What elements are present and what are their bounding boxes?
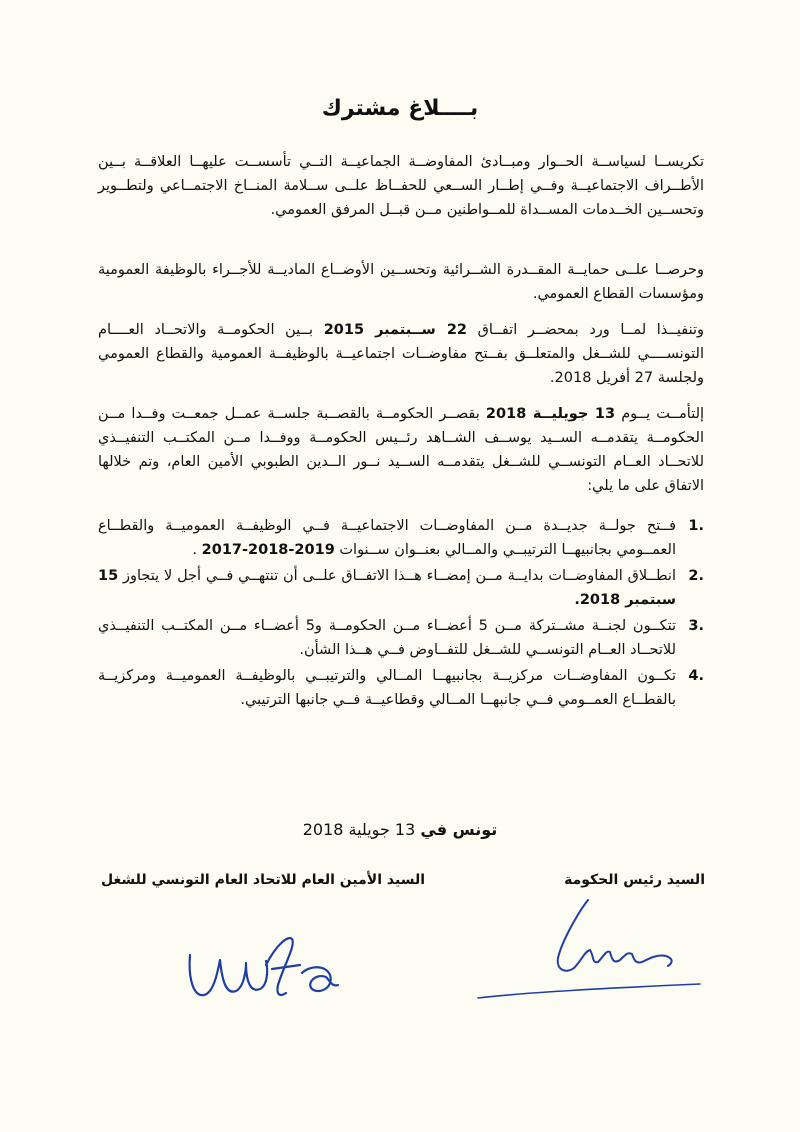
list-item [98,564,704,612]
agreement-list [98,514,704,714]
signature-ugtt [180,925,380,1015]
list-item-text: تكــون المفاوضــات مركزيــة بجانبيهــا المــالي والترتيبــي بالوظيفــة العموميــة ومركزيــة بالقطــاع العمــومي فــي جانبهــا المــالي وقطاعيــة فــي جانبها الترتيبي. [98,668,676,708]
paragraph-4-date: 13 جويليــة 2018 [485,406,616,422]
place-name: تونس في [420,820,498,839]
signing-date: 13 جويلية 2018 [302,820,416,839]
list-item-text-end: . [192,542,198,558]
place-date [0,820,800,839]
list-item-number: .3 [688,618,704,634]
list-item-number: .1 [688,518,704,534]
list-item [98,514,704,562]
list-item-number: .2 [688,568,704,584]
list-item-text: تتكــون لجنــة مشــتركة مــن 5 أعضــاء مــن الحكومــة و5 أعضــاء مــن المكتــب التنفيــذي للاتحــاد العــام التونســي للشــغل للتفــاوض فــي هــذا الشأن. [98,618,676,658]
list-item [98,664,704,712]
list-item-text: انطــلاق المفاوضــات بدايــة مــن إمضــاء هــذا الاتفــاق علــى أن تنتهــي فــي أجل لا يتجاوز [123,568,677,584]
document-title: بــــلاغ مشترك [321,96,479,121]
list-item-bold: 2019-2018-2017 [201,542,335,558]
signatory-ugtt-secretary-general: السيد الأمين العام للاتحاد العام التونسي للشغل [100,872,425,888]
paragraph-1: تكريســا لسياســة الحــوار ومبــادئ المفاوضــة الجماعيــة التــي تأسســت عليهــا العلاقــة بــين الأطــراف الاجتماعيــة وفــي إطــار الســعي للحفــاظ علــى ســلامة المنــاخ الاجتمــاعي ولتطــوير وتحســين الخــدمات المســداة للمــواطنين مــن قبــل المرفق العمومي. [98,154,704,218]
list-item-number: .4 [688,668,704,684]
list-item [98,614,704,662]
paragraph-4-text-a: إلتأمــت يــوم [621,406,705,422]
paragraph-4-text-b: بقصــر الحكومــة بالقصــبة جلســة عمــل جمعــت وفــدا مــن الحكومــة يتقدمــه الســيد يوســف الشــاهد رئــيس الحكومــة ووفــدا مــن المكتــب التنفيــذي للاتحــاد العــام التونســي للشــغل يتقدمــه الســيد نــور الــدين الطبوبي الأمين العام، وتم خلالها الاتفاق على ما يلي: [98,406,704,494]
list-item-bold: 15 سبتمبر 2018. [98,568,676,608]
paragraph-3-date: 22 ســبتمبر 2015 [323,322,468,338]
paragraph-3 [98,318,704,390]
paragraph-4 [98,402,704,498]
paragraph-3-text-a: وتنفيــذا لمــا ورد بمحضــر اتفــاق [477,322,704,338]
list-item-text: فــتح جولــة جديــدة مــن المفاوضــات الاجتماعيــة فــي الوظيفــة العموميــة والقطــاع العمــومي بجانبيهــا الترتيبــي والمــالي بعنــوان ســنوات [98,518,676,558]
paragraph-2: وحرصــا علــى حمايــة المقــدرة الشــرائية وتحســين الأوضــاع الماديــة للأجــراء بالوظيفة العمومية ومؤسسات القطاع العمومي. [98,262,704,302]
signatory-head-of-government: السيد رئيس الحكومة [564,872,705,888]
paragraph-3-text-b: بــين الحكومــة والاتحــاد العــــام التونســــي للشــغل والمتعلــق بفــتح مفاوضــات اجتماعيــة بالوظيفــة العمومية والقطاع العمومي ولجلسة 27 أفريل 2018. [98,322,704,386]
signature-head-of-government [470,880,710,1010]
